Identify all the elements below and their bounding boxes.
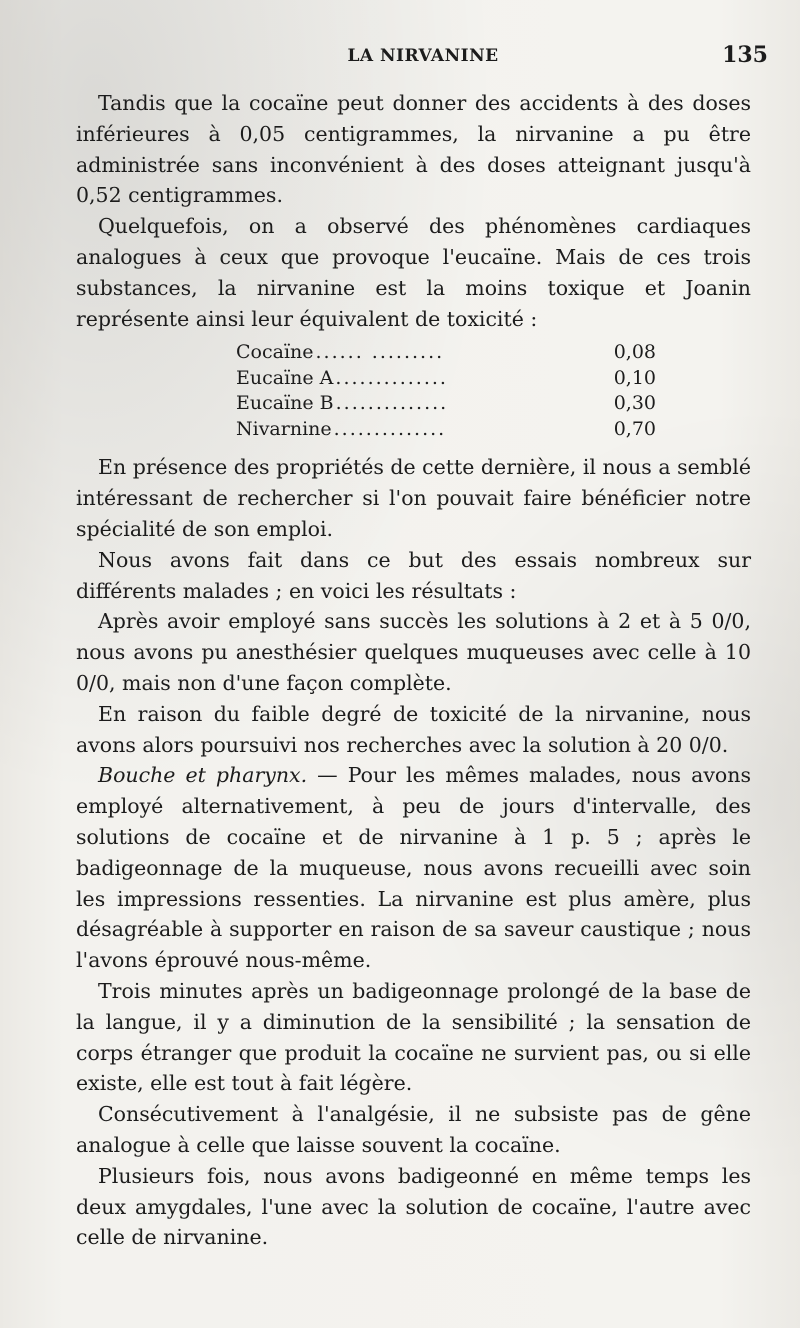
paragraph-trials: Nous avons fait dans ce but des essais nombreux sur différents malades ; en voici les résultats : <box>76 547 751 603</box>
paragraph-toxicity-doses: Tandis que la cocaïne peut donner des accidents à des doses inférieures à 0,05 centigrammes, la nirvanine a pu être administrée sans inconvénient à des doses atteignant jusqu'à 0,52 centigrammes. <box>76 91 751 208</box>
paragraph-twenty-percent: En raison du faible degré de toxicité de la nirvanine, nous avons alors poursuivi nos recherches avec la solution à 20 0/0. <box>76 701 751 757</box>
toxicity-substance: Nivarnine <box>236 417 332 440</box>
paragraph-mouth-pharynx-text: — Pour les mêmes malades, nous avons employé alternativement, à peu de jours d'intervalle, des solutions de cocaïne et de nirvanine à 1 p. 5 ; après le badigeonnage de la muqueuse, nous avons recueilli avec soin les impressions ressenties. La nirvanine est plus amère, plus désagréable à supporter en raison de sa saveur caustique ; nous l'avons éprouvé nous-même. <box>76 763 751 973</box>
toxicity-row <box>236 391 656 417</box>
page-number: 135 <box>722 42 768 68</box>
paragraph-tonsils: Plusieurs fois, nous avons badigeonné en même temps les deux amygdales, l'une avec la solution de cocaïne, l'autre avec celle de nirvanine. <box>76 1163 751 1250</box>
paragraph-specialty-interest: En présence des propriétés de cette dernière, il nous a semblé intéressant de rechercher si l'on pouvait faire bénéficier notre spécialité de son emploi. <box>76 455 751 541</box>
toxicity-table <box>236 340 656 442</box>
paragraph-cardiac-phenomena: Quelquefois, on a observé des phénomènes cardiaques analogues à ceux que provoque l'eucaïne. Mais de ces trois substances, la nirvanine est la moins toxique et Joanin représente ainsi leur équivalent de toxicité : <box>76 214 751 331</box>
running-head <box>78 42 768 72</box>
leader-dots: .............. <box>333 417 447 440</box>
toxicity-substance: Eucaïne A <box>236 366 334 389</box>
toxicity-row <box>236 366 656 392</box>
paragraph-solutions-tried: Après avoir employé sans succès les solutions à 2 et à 5 0/0, nous avons pu anesthésier quelques muqueuses avec celle à 10 0/0, mais non d'une façon complète. <box>76 609 751 695</box>
body-text <box>76 88 751 1253</box>
paragraph-analgesia: Consécutivement à l'analgésie, il ne subsiste pas de gêne analogue à celle que laisse souvent la cocaïne. <box>76 1102 751 1157</box>
toxicity-row <box>236 340 656 366</box>
toxicity-value: 0,08 <box>613 341 656 364</box>
toxicity-value: 0,10 <box>613 366 656 389</box>
toxicity-value: 0,70 <box>613 417 656 440</box>
toxicity-substance: Cocaïne <box>236 341 314 364</box>
paragraph-tongue-base: Trois minutes après un badigeonnage prolongé de la base de la langue, il y a diminution de la sensibilité ; la sensation de corps étranger que produit la cocaïne ne survient pas, ou si elle existe, elle est tout à fait légère. <box>76 978 751 1096</box>
running-title: LA NIRVANINE <box>347 46 499 66</box>
toxicity-value: 0,30 <box>613 392 656 415</box>
toxicity-row <box>236 417 656 443</box>
section-heading-mouth-pharynx: Bouche et pharynx. <box>98 763 308 788</box>
leader-dots: .............. <box>335 392 449 415</box>
leader-dots: .............. <box>335 366 448 389</box>
leader-dots: ...... ......... <box>315 341 445 364</box>
paragraph-mouth-pharynx <box>76 760 751 976</box>
toxicity-substance: Eucaïne B <box>236 392 334 415</box>
